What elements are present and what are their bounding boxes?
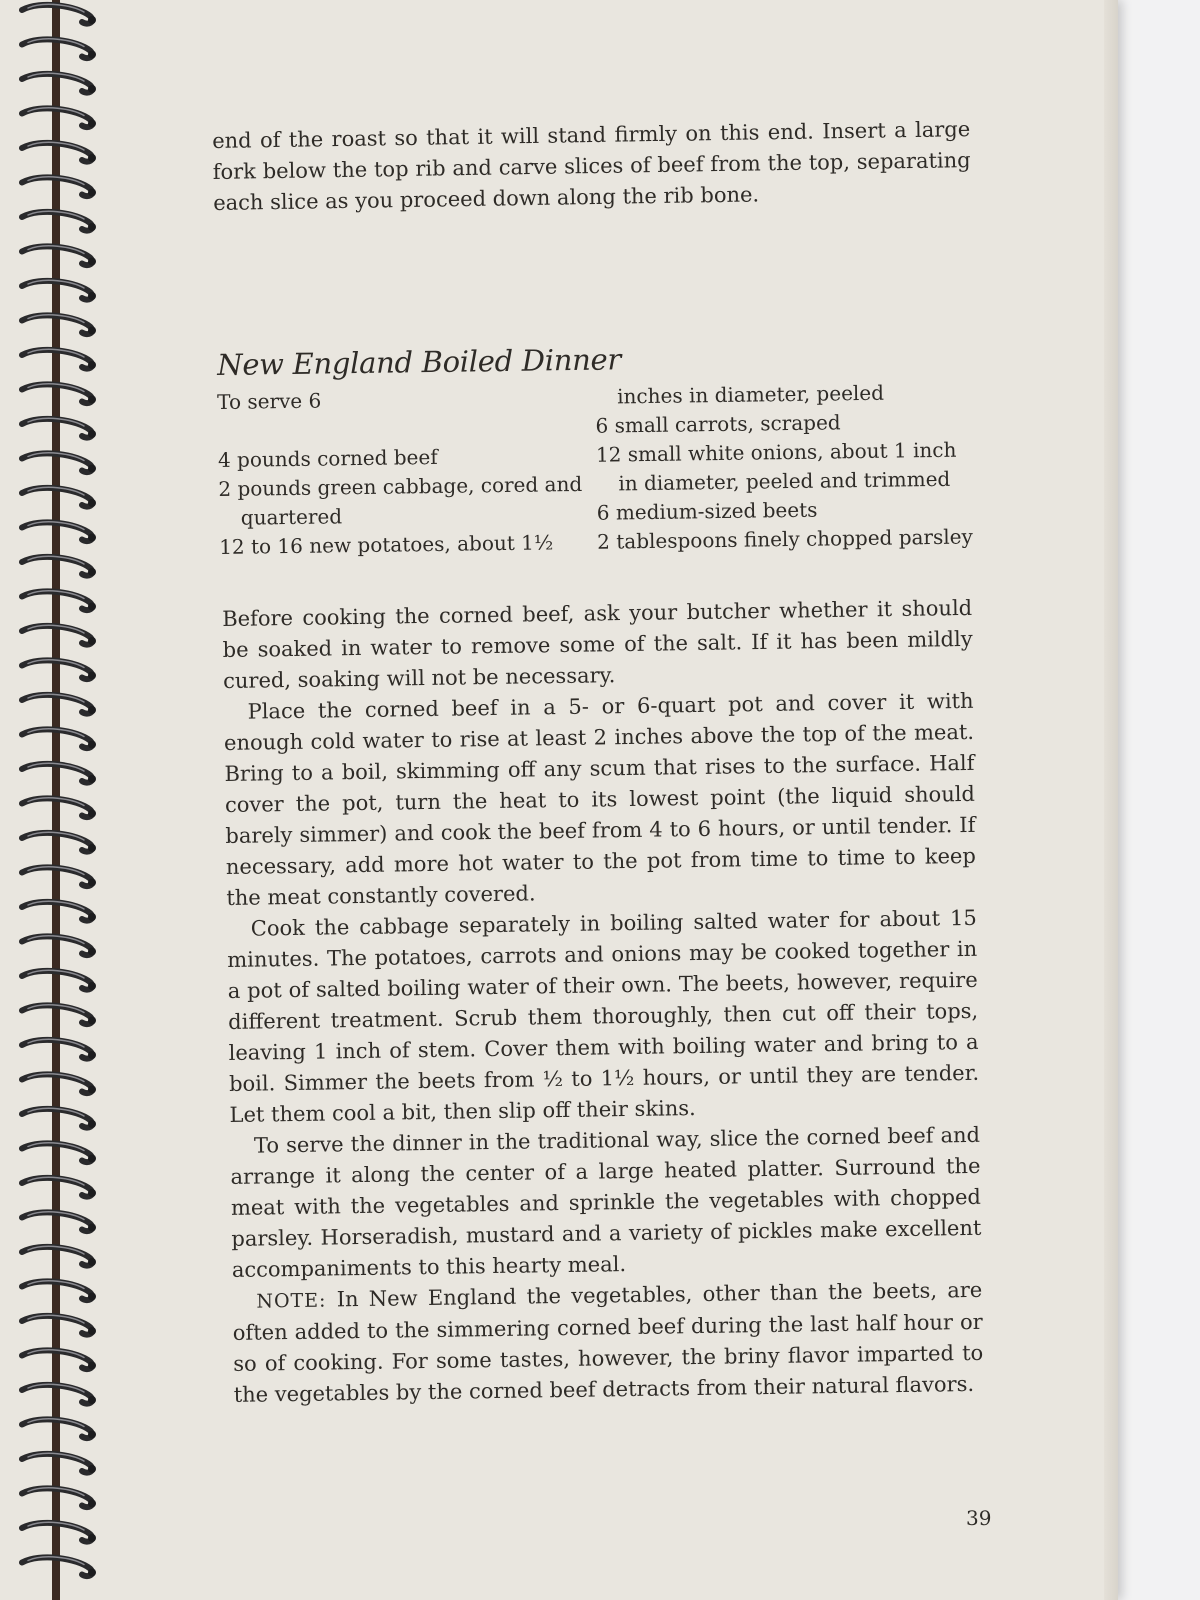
binding-hole xyxy=(88,1500,96,1508)
ingredient-line: in diameter, peeled and trimmed xyxy=(618,466,951,496)
method-paragraph: Before cooking the corned beef, ask your butcher whether it should be soaked in water to remove some of the salt. If it has been mildly cured, soaking will not be necessary. xyxy=(222,595,973,693)
ingredient-line: 2 tablespoons finely chopped parsley xyxy=(597,524,973,554)
serving-size: To serve 6 xyxy=(217,388,322,414)
binding-hole xyxy=(88,1465,96,1473)
ingredient-line: 6 small carrots, scraped xyxy=(595,410,841,438)
binding-hole xyxy=(88,568,96,576)
binding-hole xyxy=(88,1120,96,1128)
binding-hole xyxy=(88,189,96,197)
binding-hole xyxy=(88,672,96,680)
continued-paragraph-text: end of the roast so that it will stand firmly on this end. Insert a large fork below the top rib and carve slices of beef from the top, separating each slice as you proceed down along the rib bone. xyxy=(212,117,971,215)
binding-hole xyxy=(88,913,96,921)
binding-hole xyxy=(88,51,96,59)
binding-hole xyxy=(88,534,96,542)
binding-hole xyxy=(88,982,96,990)
binding-hole xyxy=(88,258,96,266)
note-paragraph xyxy=(232,1275,984,1411)
binding-hole xyxy=(88,741,96,749)
binding-hole xyxy=(88,1155,96,1163)
recipe-method xyxy=(222,593,984,1411)
binding-hole xyxy=(88,16,96,24)
ingredient-line: quartered xyxy=(240,504,343,530)
binding-hole xyxy=(88,327,96,335)
binding-hole xyxy=(88,120,96,128)
ingredient-column-right xyxy=(595,378,973,557)
ingredient-line: 6 medium-sized beets xyxy=(596,497,818,525)
binding-hole xyxy=(88,1017,96,1025)
page-number: 39 xyxy=(966,1506,992,1530)
binding-hole xyxy=(88,1569,96,1577)
ingredient-line: inches in diameter, peeled xyxy=(616,380,885,409)
ingredient-column-left xyxy=(217,383,583,562)
binding-hole xyxy=(88,1258,96,1266)
ingredient-line: 2 pounds green cabbage, cored and xyxy=(218,471,583,501)
binding-hole xyxy=(88,223,96,231)
page-edge xyxy=(1104,0,1118,1600)
binding-hole xyxy=(88,430,96,438)
binding-hole xyxy=(88,85,96,93)
binding-hole xyxy=(88,499,96,507)
binding-hole xyxy=(88,844,96,852)
binding-hole xyxy=(88,465,96,473)
binding-hole xyxy=(88,1293,96,1301)
binding-hole xyxy=(88,1327,96,1335)
binding-hole xyxy=(88,1189,96,1197)
binding-hole xyxy=(88,292,96,300)
binding-hole xyxy=(88,603,96,611)
binding-hole xyxy=(88,361,96,369)
spiral-binding xyxy=(0,0,120,1600)
method-paragraph: To serve the dinner in the traditional way, slice the corned beef and arrange it along the center of a large heated platter. Surround the meat with the vegetables and sprinkle the vegetables with chopped parsley. Horseradish, mustard and a variety of pickles make excellent accompaniments to this hearty meal. xyxy=(230,1122,982,1282)
binding-hole xyxy=(88,1362,96,1370)
ingredient-line: 4 pounds corned beef xyxy=(217,444,438,472)
method-paragraph: Place the corned beef in a 5- or 6-quart pot and cover it with enough cold water to rise at least 2 inches above the top of the meat. Bring to a boil, skimming off any scum that rises to the surface. Half cover the pot, turn the heat to its lowest point (the liquid should barely simmer) and cook the beef from 4 to 6 hours, or until tender. If necessary, add more hot water to the pot from time to time to keep the meat constantly covered. xyxy=(223,688,976,910)
binding-hole xyxy=(88,706,96,714)
binding-hole xyxy=(88,1431,96,1439)
spacer xyxy=(217,412,557,446)
binding-hole xyxy=(88,396,96,404)
binding-hole xyxy=(88,1051,96,1059)
binding-hole xyxy=(88,154,96,162)
binding-hole xyxy=(88,1396,96,1404)
binding-hole xyxy=(88,879,96,887)
binding-hole xyxy=(88,810,96,818)
method-paragraph: Cook the cabbage separately in boiling salted water for about 15 minutes. The potatoes, carrots and onions may be cooked together in a pot of salted boiling water of their own. The beets, however, require different treatment. Scrub them thoroughly, then cut off their tops, leaving 1 inch of stem. Cover them with boiling water and bring to a boil. Simmer the beets from ½ to 1½ hours, or until they are tender. Let them cool a bit, then slip off their skins. xyxy=(227,905,980,1127)
note-text: In New England the vegetables, other than the beets, are often added to the simmering corned beef during the last half hour or so of cooking. For some tastes, however, the briny flavor imparted to the vegetables by the corned beef detracts from their natural flavors. xyxy=(232,1277,984,1407)
ingredient-line: 12 to 16 new potatoes, about 1½ xyxy=(219,530,554,559)
binding-hole xyxy=(88,775,96,783)
binding-hole xyxy=(88,948,96,956)
continued-paragraph xyxy=(212,114,971,219)
binding-hole xyxy=(88,1086,96,1094)
binding-hole xyxy=(88,1224,96,1232)
binding-hole xyxy=(88,637,96,645)
recipe-title: New England Boiled Dinner xyxy=(217,342,622,382)
ingredient-line: 12 small white onions, about 1 inch xyxy=(595,437,957,467)
note-label: NOTE: xyxy=(256,1289,327,1313)
binding-hole xyxy=(88,1534,96,1542)
ingredient-list xyxy=(217,378,973,568)
